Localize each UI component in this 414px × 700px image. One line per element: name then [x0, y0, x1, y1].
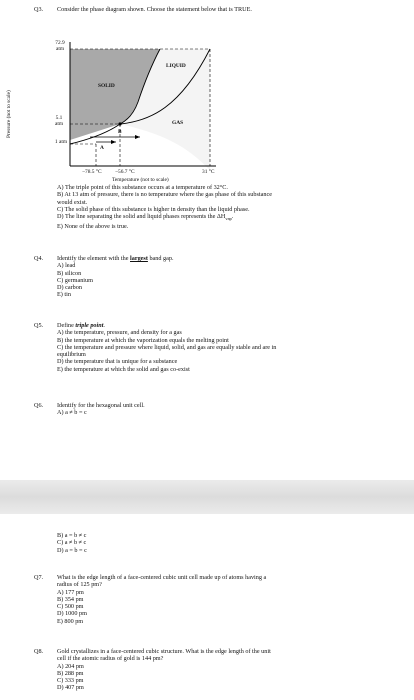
q5-option-c[interactable]: C) the temperature and pressure where liquid, solid, and gas are equally stable and are in	[57, 343, 277, 351]
stem-text: Define	[57, 322, 76, 329]
x-tick-minus-56-7: −56.7 °C	[115, 169, 135, 175]
question-number: Q4.	[34, 255, 44, 262]
gas-label: GAS	[172, 120, 184, 126]
q8-option-b[interactable]: B) 288 pm	[57, 669, 84, 677]
worksheet-bottom	[0, 514, 414, 700]
triple-point-marker	[118, 122, 121, 125]
question-stem: Consider the phase diagram shown. Choose the statement below that is TRUE.	[57, 6, 252, 13]
q3-option-c[interactable]: C) The solid phase of this substance is higher in density than the liquid phase.	[57, 205, 250, 213]
question-stem-line-1: Gold crystallizes in a face-centered cubic structure. What is the edge length of the unit	[57, 648, 271, 655]
q5-option-b[interactable]: B) the temperature at which the vaporization equals the melting point	[57, 336, 229, 344]
stem-emphasis: largest	[130, 255, 148, 262]
q7-option-e[interactable]: E) 800 pm	[57, 617, 84, 625]
liquid-label: LIQUID	[166, 63, 186, 69]
stem-text: Identify the element with the	[57, 255, 131, 262]
q8-option-a[interactable]: A) 204 pm	[57, 662, 84, 670]
q3-option-d-subscript: vap	[225, 216, 232, 222]
x-tick-minus-78-5: −78.5 °C	[82, 169, 102, 175]
phase-diagram-svg	[0, 20, 260, 185]
y-tick-1: 1 atm	[54, 139, 68, 145]
question-number: Q7.	[34, 574, 44, 581]
solid-label: SOLID	[98, 83, 115, 89]
q4-option-a[interactable]: A) lead	[57, 262, 76, 270]
stem-text-end: band gap.	[147, 255, 174, 262]
point-a-label: A	[100, 145, 104, 151]
q6-option-c[interactable]: C) a ≠ b ≠ c	[57, 539, 87, 547]
q5-option-a[interactable]: A) the temperature, pressure, and density for a gas	[57, 329, 182, 337]
phase-diagram	[0, 20, 260, 185]
q8-option-d[interactable]: D) 407 pm	[57, 684, 84, 692]
question-stem: Identify for the hexagonal unit cell.	[57, 402, 145, 409]
q5-option-e[interactable]: E) the temperature at which the solid and gas co-exist	[57, 365, 190, 373]
q5-option-c-cont: equilibrium	[57, 351, 86, 359]
q6-option-b[interactable]: B) a = b ≠ c	[57, 532, 87, 539]
q7-option-a[interactable]: A) 177 pm	[57, 588, 84, 596]
arrow-b-head	[135, 135, 140, 139]
y-tick-72-9: 72.9 atm	[55, 40, 65, 52]
x-tick-31: 31 °C	[202, 169, 215, 175]
stem-emphasis: triple point	[75, 322, 104, 329]
arrow-a-head	[111, 140, 116, 144]
q3-option-d[interactable]: D) The line separating the solid and liquid phases represents the $\Delta H_{vap}$.	[57, 213, 234, 222]
question-number: Q8.	[34, 648, 44, 655]
q3-option-a[interactable]: A) The triple point of this substance occurs at a temperature of 32°C.	[57, 184, 228, 191]
question-stem	[57, 255, 174, 262]
x-axis-label: Temperature (not to scale)	[112, 177, 169, 183]
q8-option-c[interactable]: C) 333 pm	[57, 677, 84, 685]
q4-option-e[interactable]: E) tin	[57, 291, 71, 299]
q7-option-d[interactable]: D) 1000 pm	[57, 610, 87, 618]
question-number: Q5.	[34, 322, 44, 329]
question-number: Q3.	[34, 6, 44, 13]
q3-option-d-text: D) The line separating the solid and liquid phases represents the ΔH	[57, 213, 226, 221]
q3-option-b-cont: would exist.	[57, 198, 88, 206]
q4-option-c[interactable]: C) germanium	[57, 276, 93, 284]
q3-option-e[interactable]: E) None of the above is true.	[57, 222, 129, 230]
q3-option-b[interactable]: B) At 13 atm of pressure, there is no temperature where the gas phase of this substance	[57, 191, 272, 199]
y-axis-label: Pressure (not to scale)	[6, 90, 12, 138]
q5-option-d[interactable]: D) the temperature that is unique for a substance	[57, 358, 178, 366]
question-stem	[57, 322, 276, 329]
question-stem-line-1: What is the edge length of a face-centered cubic unit cell made up of atoms having a	[57, 574, 267, 581]
q7-option-b[interactable]: B) 354 pm	[57, 595, 84, 603]
question-number: Q6.	[34, 402, 44, 409]
stem-text-end: .	[103, 322, 105, 329]
y-tick-5-1: 5.1 atm	[54, 115, 64, 127]
q7-option-c[interactable]: C) 500 pm	[57, 603, 84, 611]
q6-option-d[interactable]: D) a = b = c	[57, 546, 87, 554]
q4-option-b[interactable]: B) silicon	[57, 269, 82, 277]
q6-option-a[interactable]: A) a ≠ b = c	[57, 409, 87, 417]
q4-option-d[interactable]: D) carbon	[57, 284, 82, 292]
page-gap	[0, 480, 414, 514]
question-stem-line-2: radius of 125 pm?	[57, 581, 102, 589]
question-stem-line-2: cell if the atomic radius of gold is 144 pm?	[57, 655, 164, 663]
point-b-label: B	[118, 129, 122, 135]
